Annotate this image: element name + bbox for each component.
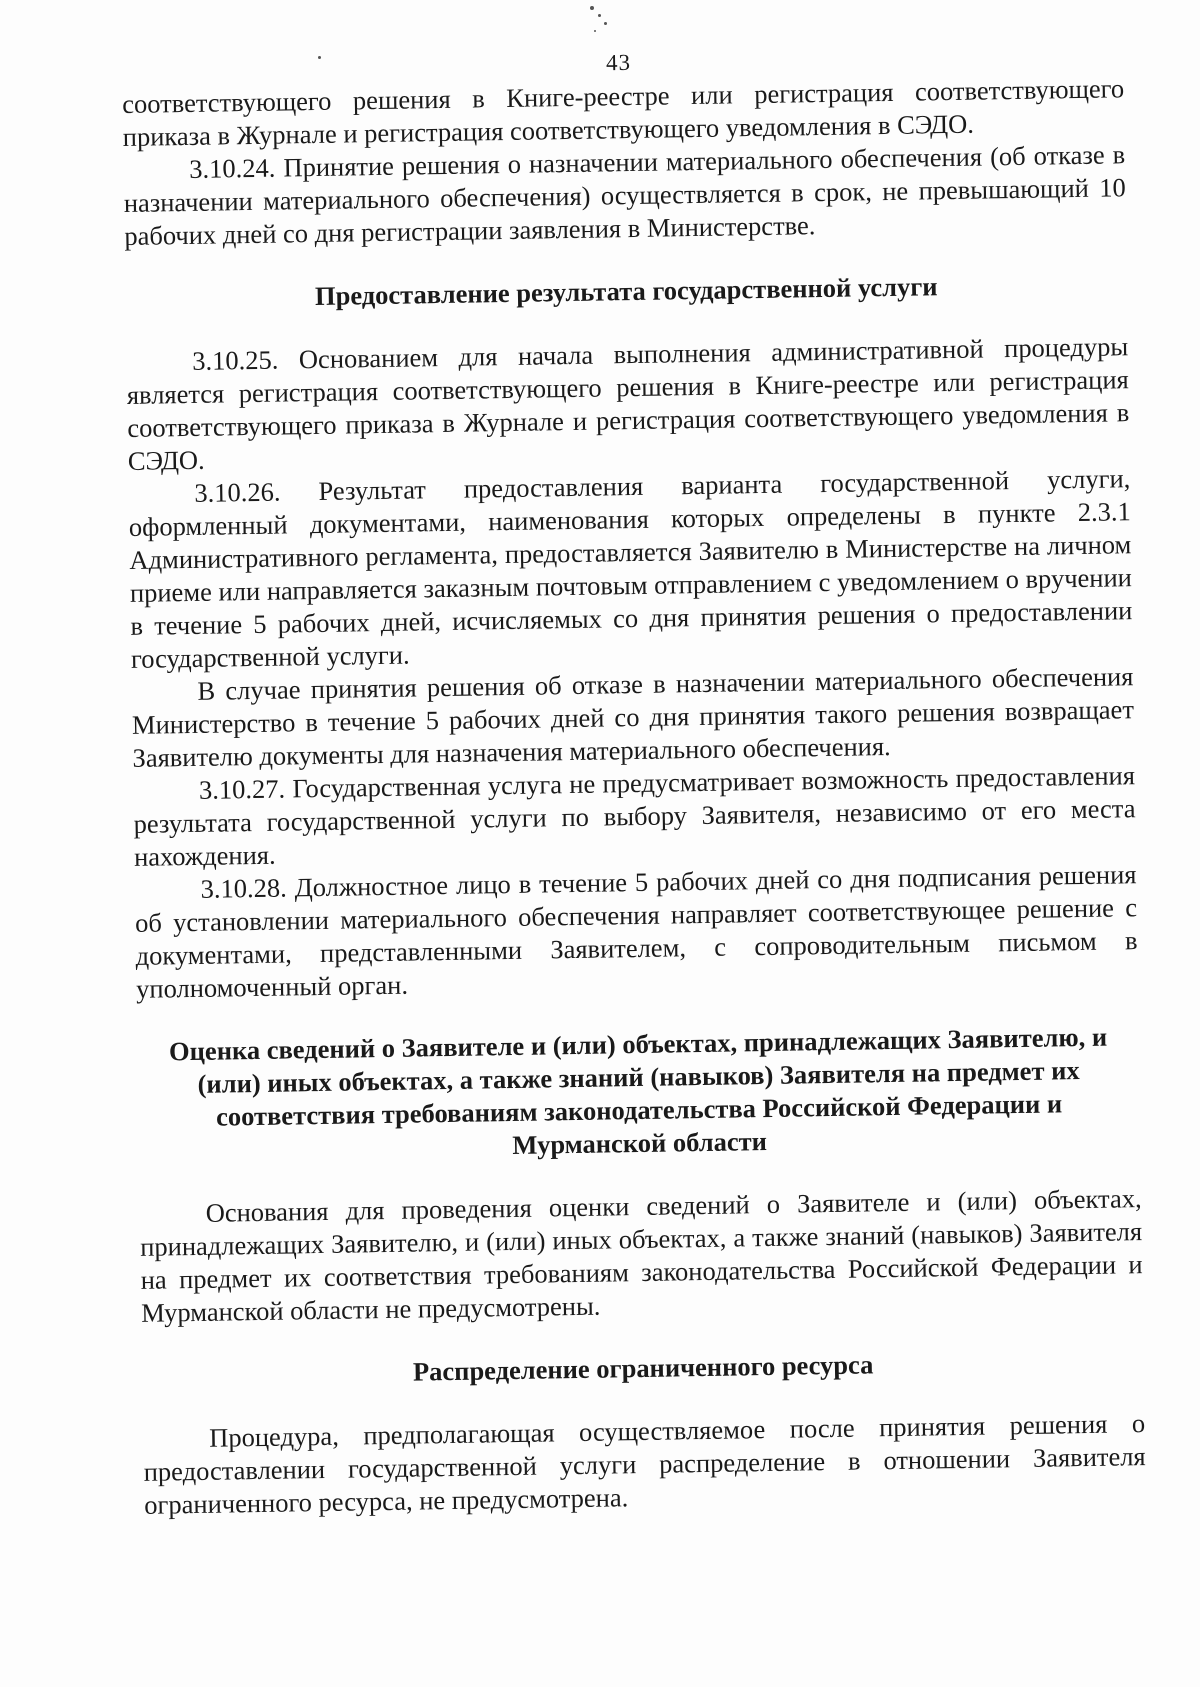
- scan-speck: [598, 14, 601, 17]
- section-heading: Предоставление результата государственной услуги: [314, 271, 938, 311]
- scan-speck: [594, 30, 596, 32]
- paragraph: соответствующего решения в Книге-реестре или регистрация соответствующего приказа в Журнале и регистрация соответствующего уведомления в СЭДО.: [122, 73, 1125, 152]
- document-body: [122, 72, 1146, 1522]
- paragraph: Основания для проведения оценки сведений о Заявителе и (или) объектах, принадлежащих Заявителю, и (или) иных объектах, а также знаний (навыков) Заявителя на предмет их соответствия требованиям законодательства Российской Федерации и Мурманской области не предусмотрены.: [139, 1183, 1143, 1328]
- section-heading: Оценка сведений о Заявителе и (или) объектах, принадлежащих Заявителю, и (или) иных объектах, а также знаний (навыков) Заявителя на предмет их соответствия требованиям законодательства Российской Федерации и Мурманской области: [168, 1021, 1108, 1160]
- paragraph: В случае принятия решения об отказе в назначении материального обеспечения Министерство в течение 5 рабочих дней со дня принятия такого решения возвращает Заявителю документы для назначения материального обеспечения.: [131, 661, 1135, 773]
- paragraph: Процедура, предполагающая осуществляемое после принятия решения о предоставлении государственной услуги распределение в отношении Заявителя ограниченного ресурса, не предусмотрена.: [143, 1408, 1146, 1520]
- paragraph: 3.10.26. Результат предоставления варианта государственной услуги, оформленный документами, наименования которых определены в пункте 2.3.1 Административного регламента, предоставляется Заявителю в Министерстве на личном приеме или направляется заказным почтовым отправлением с уведомлением о вручении в течение 5 рабочих дней, исчисляемых со дня принятия решения о предоставлении государственной услуги.: [128, 463, 1133, 674]
- scan-speck: [590, 6, 594, 10]
- page-number: 43: [605, 49, 632, 76]
- scan-speck: [318, 56, 321, 59]
- paragraph: 3.10.27. Государственная услуга не предусматривает возможность предоставления результата государственной услуги по выбору Заявителя, независимо от его места нахождения.: [133, 760, 1136, 872]
- paragraph: 3.10.24. Принятие решения о назначении материального обеспечения (об отказе в назначении материального обеспечения) осуществляется в срок, не превышающий 10 рабочих дней со дня регистрации заявления в Министерстве.: [123, 139, 1126, 251]
- paragraph: 3.10.28. Должностное лицо в течение 5 рабочих дней со дня подписания решения об установлении материального обеспечения направляет соответствующее решение с документами, представленными Заявителем, с сопроводительным письмом в уполномоченный орган.: [134, 859, 1138, 1004]
- scan-speck: [604, 22, 607, 25]
- paragraph: 3.10.25. Основанием для начала выполнения административной процедуры является регистрация соответствующего решения в Книге-реестре или регистрация соответствующего приказа в Журнале и регистрация соответствующего уведомления в СЭДО.: [126, 331, 1130, 476]
- section-heading: Распределение ограниченного ресурса: [412, 1349, 874, 1387]
